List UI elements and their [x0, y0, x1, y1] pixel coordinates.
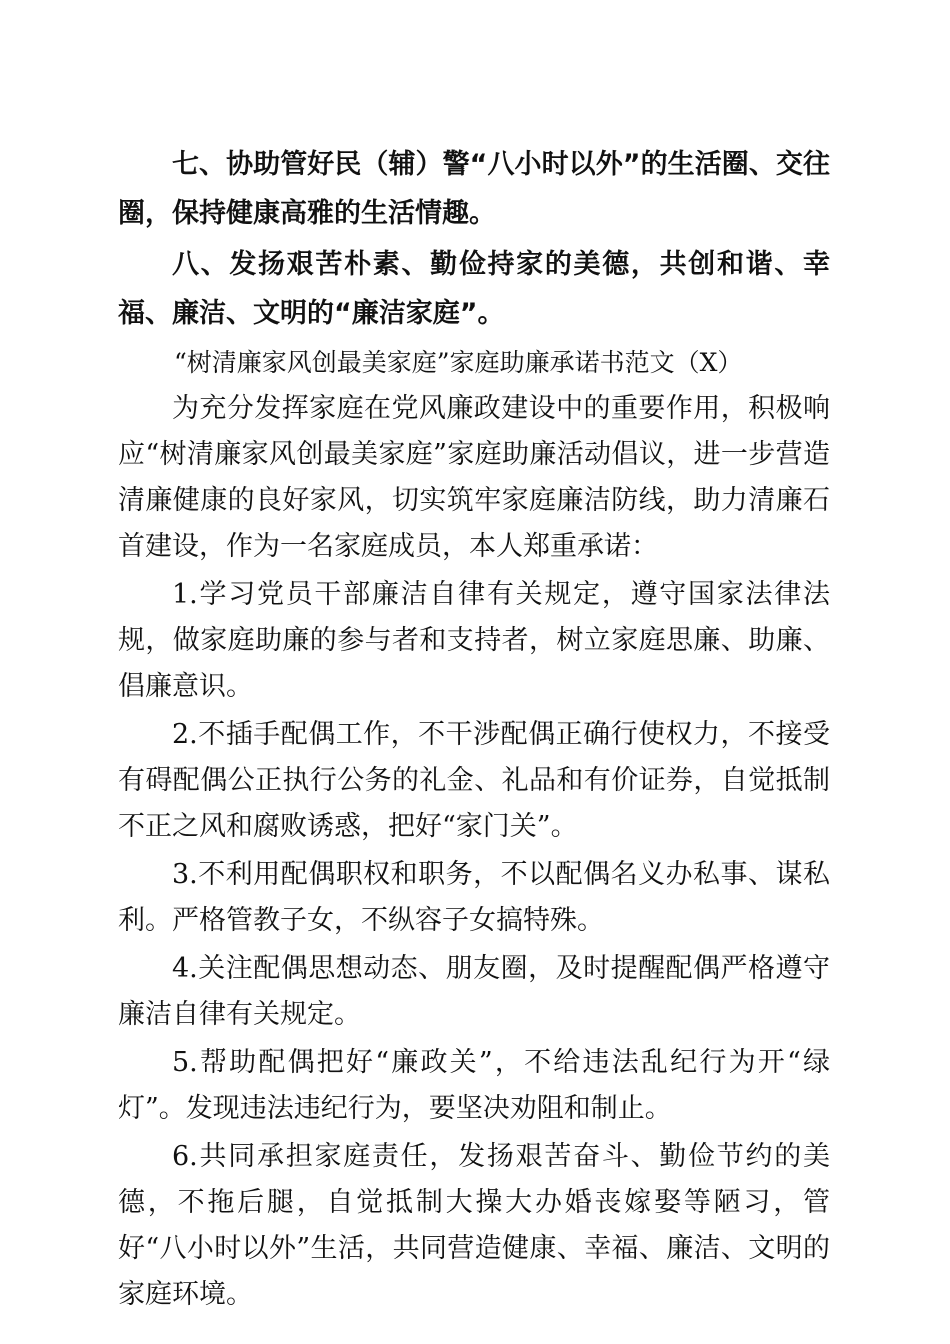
pledge-item-5: 5.帮助配偶把好“廉政关”，不给违法乱纪行为开“绿灯”。发现违法违纪行为，要坚决劝阻和制止。: [118, 1047, 830, 1124]
intro-paragraph: 为充分发挥家庭在党风廉政建设中的重要作用，积极响应“树清廉家风创最美家庭”家庭助廉活动倡议，进一步营造清廉健康的良好家风，切实筑牢家庭廉洁防线，助力清廉石首建设，作为一名家庭成员，本人郑重承诺：: [118, 393, 830, 562]
pledge-item-3: 3.不利用配偶职权和职务，不以配偶名义办私事、谋私利。严格管教子女，不纵容子女搞特殊。: [118, 859, 830, 936]
pledge-item-2: 2.不插手配偶工作，不干涉配偶正确行使权力，不接受有碍配偶公正执行公务的礼金、礼品和有价证券，自觉抵制不正之风和腐败诱惑，把好“家门关”。: [118, 719, 830, 842]
document-title: “树清廉家风创最美家庭”家庭助廉承诺书范文（X）: [174, 348, 743, 377]
pledge-item-4: 4.关注配偶思想动态、朋友圈，及时提醒配偶严格遵守廉洁自律有关规定。: [118, 953, 830, 1030]
pledge-item-6: 6.共同承担家庭责任，发扬艰苦奋斗、勤俭节约的美德，不拖后腿，自觉抵制大操大办婚丧嫁娶等陋习，管好“八小时以外”生活，共同营造健康、幸福、廉洁、文明的家庭环境。: [118, 1141, 830, 1310]
paragraph-seven: 七、协助管好民（辅）警“八小时以外”的生活圈、交往圈，保持健康高雅的生活情趣。: [118, 149, 830, 229]
pledge-item-1: 1.学习党员干部廉洁自律有关规定，遵守国家法律法规，做家庭助廉的参与者和支持者，树立家庭思廉、助廉、倡廉意识。: [118, 579, 830, 702]
document-body: [118, 140, 830, 1318]
paragraph-eight: 八、发扬艰苦朴素、勤俭持家的美德，共创和谐、幸福、廉洁、文明的“廉洁家庭”。: [118, 249, 830, 329]
